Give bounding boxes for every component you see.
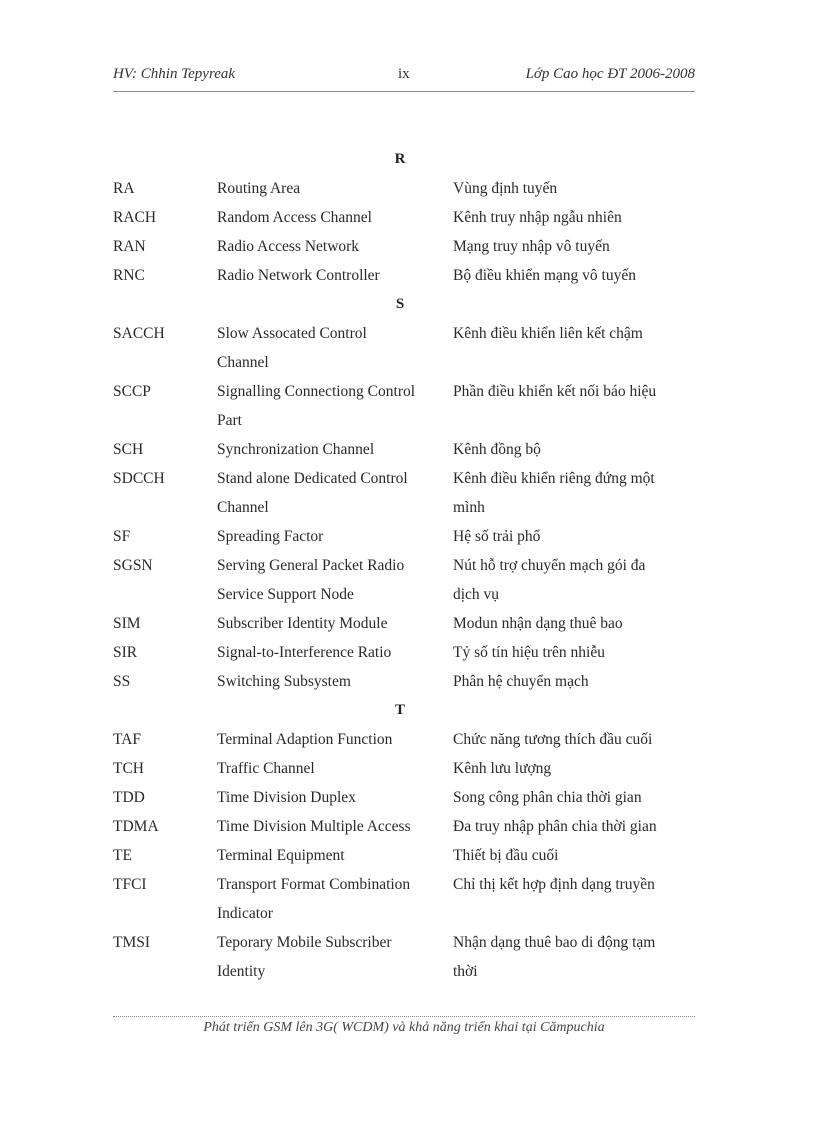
glossary-term: Terminal Equipment	[217, 847, 345, 864]
glossary-table	[113, 145, 693, 986]
section-letter	[113, 145, 693, 174]
glossary-term: Time Division Multiple Access	[217, 818, 411, 835]
glossary-meaning: Mạng truy nhập vô tuyến	[453, 238, 610, 255]
glossary-meaning: Song công phân chia thời gian	[453, 789, 642, 806]
glossary-abbr: SACCH	[113, 325, 165, 342]
glossary-meaning: Phần điều khiển kết nối báo hiệu	[453, 383, 657, 400]
glossary-meaning: Modun nhận dạng thuê bao	[453, 615, 623, 632]
glossary-row	[113, 638, 693, 667]
glossary-abbr: RNC	[113, 267, 145, 284]
glossary-term: Spreading Factor	[217, 528, 324, 545]
glossary-term: Synchronization Channel	[217, 441, 375, 458]
glossary-abbr: SCH	[113, 441, 144, 458]
header-class: Lớp Cao học ĐT 2006-2008	[525, 66, 695, 82]
glossary-term: Random Access Channel	[217, 209, 372, 226]
glossary-term: Radio Network Controller	[217, 267, 380, 284]
glossary-abbr: TE	[113, 847, 132, 864]
glossary-term: Transport Format Combination Indicator	[217, 876, 411, 922]
glossary-meaning: Nhận dạng thuê bao di động tạm thời	[453, 934, 656, 980]
glossary-term: Time Division Duplex	[217, 789, 356, 806]
glossary-abbr: SDCCH	[113, 470, 165, 487]
glossary-term: Serving General Packet Radio Service Support Node	[217, 557, 405, 603]
glossary-abbr: SS	[113, 673, 131, 690]
glossary-abbr: SIM	[113, 615, 141, 632]
glossary-row	[113, 812, 693, 841]
glossary-term: Signal-to-Interference Ratio	[217, 644, 392, 661]
glossary-row	[113, 609, 693, 638]
glossary-row	[113, 841, 693, 870]
glossary-abbr: RAN	[113, 238, 146, 255]
glossary-abbr: SGSN	[113, 557, 153, 574]
glossary-meaning: Chức năng tương thích đầu cuối	[453, 731, 653, 748]
glossary-meaning: Kênh đồng bộ	[453, 441, 541, 458]
glossary-row	[113, 464, 693, 522]
section-letter-text: S	[395, 296, 405, 312]
page-header	[113, 66, 695, 90]
glossary-row	[113, 232, 693, 261]
glossary-row	[113, 203, 693, 232]
glossary-abbr: TDMA	[113, 818, 159, 835]
glossary-meaning: Kênh điều khiển liên kết chậm	[453, 325, 643, 342]
glossary-row	[113, 522, 693, 551]
glossary-row	[113, 319, 693, 377]
glossary-term: Subscriber Identity Module	[217, 615, 388, 632]
glossary-meaning: Hệ số trải phổ	[453, 528, 541, 545]
glossary-term: Signalling Connectiong Control Part	[217, 383, 416, 429]
glossary-abbr: SF	[113, 528, 131, 545]
glossary-term: Terminal Adaption Function	[217, 731, 393, 748]
footer-divider	[113, 1016, 695, 1017]
glossary-meaning: Phân hệ chuyển mạch	[453, 673, 589, 690]
glossary-abbr: SCCP	[113, 383, 151, 400]
page-footer: Phát triển GSM lên 3G( WCDM) và khả năng triển khai tại Cămpuchia	[203, 1020, 605, 1035]
glossary-term: Routing Area	[217, 180, 301, 197]
glossary-meaning: Bộ điều khiển mạng vô tuyến	[453, 267, 636, 284]
glossary-row	[113, 783, 693, 812]
section-letter	[113, 696, 693, 725]
glossary-meaning: Thiết bị đầu cuối	[453, 847, 559, 864]
glossary-row	[113, 261, 693, 290]
glossary-abbr: TDD	[113, 789, 145, 806]
header-author: HV: Chhin Tepyreak	[113, 66, 236, 82]
glossary-term: Stand alone Dedicated Control Channel	[217, 470, 408, 516]
glossary-meaning: Tỷ số tín hiệu trên nhiễu	[453, 644, 605, 661]
glossary-abbr: TAF	[113, 731, 142, 748]
glossary-term: Slow Assocated Control Channel	[217, 325, 367, 371]
glossary-row	[113, 377, 693, 435]
glossary-abbr: TMSI	[113, 934, 151, 951]
glossary-meaning: Kênh điều khiển riêng đứng một mình	[453, 470, 655, 516]
page-number: ix	[398, 66, 410, 82]
glossary-meaning: Đa truy nhập phân chia thời gian	[453, 818, 657, 835]
glossary-row	[113, 870, 693, 928]
glossary-meaning: Kênh truy nhập ngẫu nhiên	[453, 209, 622, 226]
section-letter-text: T	[394, 702, 405, 718]
glossary-abbr: RA	[113, 180, 135, 197]
glossary-term: Traffic Channel	[217, 760, 315, 777]
glossary-row	[113, 435, 693, 464]
glossary-abbr: TCH	[113, 760, 144, 777]
glossary-row	[113, 551, 693, 609]
section-letter-text: R	[394, 151, 406, 167]
glossary-abbr: TFCI	[113, 876, 147, 893]
glossary-meaning: Nút hỗ trợ chuyển mạch gói đa dịch vụ	[453, 557, 646, 603]
glossary-term: Switching Subsystem	[217, 673, 351, 690]
header-divider	[113, 91, 695, 92]
glossary-meaning: Kênh lưu lượng	[453, 760, 552, 777]
glossary-row	[113, 928, 693, 986]
glossary-abbr: RACH	[113, 209, 157, 226]
glossary-abbr: SIR	[113, 644, 138, 661]
glossary-row	[113, 725, 693, 754]
glossary-term: Teporary Mobile Subscriber Identity	[217, 934, 392, 980]
glossary-meaning: Chỉ thị kết hợp định dạng truyền	[453, 876, 655, 893]
glossary-row	[113, 667, 693, 696]
glossary-meaning: Vùng định tuyến	[453, 180, 558, 197]
glossary-term: Radio Access Network	[217, 238, 360, 255]
section-letter	[113, 290, 693, 319]
glossary-row	[113, 754, 693, 783]
glossary-row	[113, 174, 693, 203]
